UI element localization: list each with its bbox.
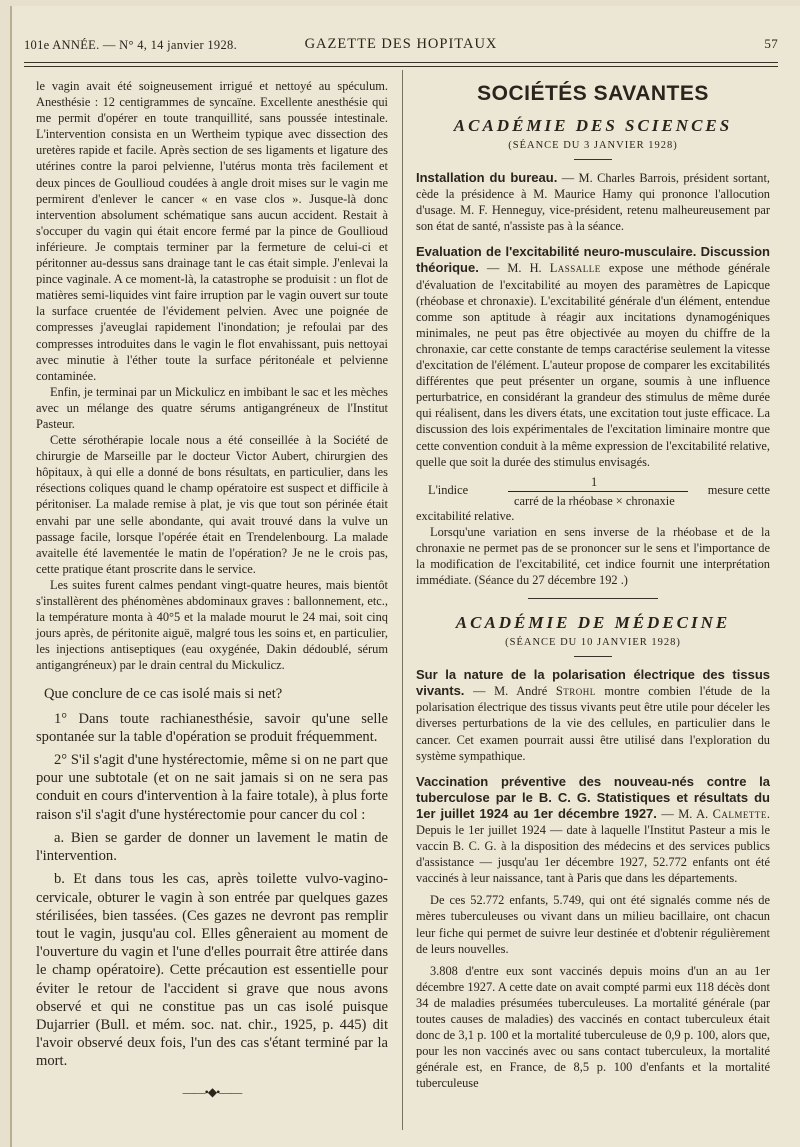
- paragraph: 3.808 d'entre eux sont vaccinés depuis moins d'un an au 1er décembre 1927. A cette date on avait compté parmi eux 118 décès dont 34 de maladies présumées tuberculeuses. La mortalité générale (par toutes causes de maladies) des vaccinés en contact tuberculeux était donc de 3,1 p. 100 et la mortalité tuberculeuse de 0,9 p. 100, alors que, pour les non vaccinés avec ou sans contact tuberculeux, la mortalité générale est, en France, de 8,5 p. 100 d'enfants et la mortalité tuberculeuse: [416, 963, 770, 1091]
- paragraph: Cette sérothérapie locale nous a été conseillée à la Société de chirurgie de Marseille par le docteur Victor Aubert, chirurgien des hôpitaux, à qui elle a donné de bons résultats, en particulier, dans les résections coliques quand le champ opératoire est suspect et difficile à péritoniser. La malade remise à plat, je vis que tout son périnée était envahi par une selle abondante, qui avait trouvé dans la vulve un passage facile, lorsque l'opérée était en Trendelenbourg. La malade avaitelle été lavementée le matin de l'opération? Je ne le crois pas, cette pratique étant proscrite dans le service.: [36, 433, 388, 576]
- end-ornament: ——•◆•——: [182, 1084, 242, 1099]
- conclusion-question: Que conclure de ce cas isolé mais si net?: [44, 686, 283, 703]
- right-column: [416, 78, 770, 1092]
- short-rule: [574, 656, 612, 657]
- formula-denominator: carré de la rhéobase × chronaxie: [514, 493, 675, 508]
- short-rule: [574, 159, 612, 160]
- article-lead: Installation du bureau.: [416, 170, 558, 185]
- section-title: SOCIÉTÉS SAVANTES: [477, 82, 709, 105]
- paragraph: Enfin, je terminai par un Mickulicz en imbibant le sac et les mèches avec un mélange des quatre sérums antigangréneux de l'Institut Pasteur.: [36, 384, 388, 431]
- issue-info: 101e ANNÉE. — N° 4, 14 janvier 1928.: [24, 38, 237, 52]
- case-report: [36, 78, 388, 673]
- page-header: [24, 34, 778, 58]
- left-column: [36, 78, 388, 1100]
- article: Sur la nature de la polarisation électrique des tissus vivants. — M. André Strohl montre combien l'étude de la polarisation électrique des tissus vivants peut être utile pour déceler les diverses perturbations de la vie des cellules, en particulier dans le cancer. Cet examen pourrait aussi être utilisé dans l'exploration du système sympathique.: [416, 667, 770, 763]
- session-date: (SÉANCE DU 3 JANVIER 1928): [508, 140, 678, 151]
- paragraph: Les suites furent calmes pendant vingt-quatre heures, mais bientôt s'installèrent des phénomènes abdominaux graves : ballonnement, etc., la température monta à 40°5 et la malade mourut le 24 mai, soit cinq jours après, de péritonite aiguë, malgré tous les soins et, en particulier, les injections antiseptiques (eau oxygénée, Dakin dédoublé, sérum antigangréneux) par le drain central du Mickulicz.: [36, 577, 388, 673]
- column-divider: [402, 70, 403, 1130]
- author-name: Strohl: [555, 684, 596, 699]
- excitability-formula: L'indice 1 carré de la rhéobase × chronaxie mesure cette: [428, 474, 770, 508]
- article: Evaluation de l'excitabilité neuro-musculaire. Discussion théorique. — M. H. Lassalle expose une méthode générale d'évaluation de l'excitabilité au moyen des paramètres de Lapicque (rhéobase et chronaxie). L'excitabilité générale d'un élément, entendue comme son aptitude à réagir aux incitations dynamogéniques minimales, ne peut pas être objectivée au moyen du chiffre de la chronaxie, car cette constante de temps caractérise seulement la vitesse d'excitation de l'élément. L'auteur propose de comparer les excitabilités différentes que peut présenter un organe, soumis à une influence perturbatrice, en considérant la grandeur des stimulus de même durée qui réalisent, dans les divers états, une excitation tout juste efficace. La discussion des lois expérimentales de l'excitation liminaire montre que cette convention conduit à la même expression de l'excitabilité relative, quelle que soit la durée des stimulus envisagés.: [416, 244, 770, 469]
- paragraph: excitabilité relative.: [416, 508, 515, 523]
- fraction-bar: [508, 491, 688, 492]
- journal-title: GAZETTE DES HOPITAUX: [304, 36, 498, 52]
- conclusion-item: b. Et dans tous les cas, après toilette vulvo-vagino-cervicale, obturer le vagin à son entrée par quelques gazes stérilisées, bien tassées. (Ces gazes ne devront pas remplir tout le vagin, jusqu'au col. Elles gêneraient au moment de l'ouverture du vagin et l'une d'elles pourrait être attirée dans le champ opératoire). Cette précaution est essentielle pour éviter le retour de l'accident si grave que nous avons observé et qui ne constitue pas un cas isolé puisque Dujarrier (Bull. et mém. soc. nat. chir., 1925, p. 445) dit l'avoir observé deux fois, l'un des cas s'étant terminé par la mort.: [36, 871, 388, 1070]
- header-rule: [24, 62, 778, 63]
- academy-title: ACADÉMIE DE MÉDECINE: [455, 613, 731, 633]
- article-lead: Vaccination préventive des nouveau-nés contre la tuberculose par le B. C. G. Statistiques et résultats du 1er juillet 1924 au 1er décembre 1927.: [416, 773, 770, 821]
- paragraph: le vagin avait été soigneusement irrigué et nettoyé au spéculum. Anesthésie : 12 centigrammes de syncaïne. Excellente anesthésie qui me permit d'opérer en toute tranquillité, sans poussée intestinale. L'intervention consista en un Wertheim typique avec dissection des uretères rapide et facile. Après section de ses ligaments et ligature des utérines contre la paroi pelvienne, l'utérus monta très facilement et deux pinces de Goullioud coudées à angle droit mises sur le vagin me permirent d'enlever le cancer « en vase clos ». Jusque-là donc intervention absolument schématique sans aucun accident. Restait à s'occuper du vagin qui était encore fermé par la pince de Goullioud inférieure. Je comptais terminer par la fermeture de celui-ci et péritonner au-dessus sans drainage tant le cas était simple. J'enlevai la pince vaginale. A ce moment-là, la catastrophe se produisit : un flot de matières semi-liquides vint faire irruption par le vagin ouvert sur toute la surface cruentée de l'évidement pelvien. Avec une poignée de compresses j'aveuglai rapidement l'inondation; je refoulai par des compresses introduites dans le vagin le flot envahissant, puis nettoyai avec minutie à l'éther toute la surface péritonéale et pelvienne contaminée.: [36, 79, 388, 383]
- author-name: Lassalle: [549, 261, 601, 276]
- author-name: Calmette: [712, 806, 767, 821]
- article: Vaccination préventive des nouveau-nés contre la tuberculose par le B. C. G. Statistiques et résultats du 1er juillet 1924 au 1er décembre 1927. — M. A. Calmette. Depuis le 1er juillet 1924 — date à laquelle l'Institut Pasteur a mis le vaccin B. C. G. à la disposition des médecins et des services publics d'assistance — jusqu'au 1er décembre 1927, 52.772 enfants ont été vaccinés à leur naissance, tant à Paris que dans les départements.: [416, 773, 771, 886]
- medecine-content: [416, 667, 770, 1091]
- formula-numerator: 1: [591, 474, 598, 489]
- page-number: 57: [764, 36, 778, 51]
- academy-title: ACADÉMIE DES SCIENCES: [453, 116, 733, 135]
- article: Installation du bureau. — M. Charles Barrois, président sortant, cède la présidence à M. Maurice Hamy qui prononce l'allocution d'usage. M. F. Henneguy, vice-président, retenu malheureusement par son état de santé, n'assiste pas à la séance.: [416, 170, 770, 234]
- conclusion-item: 1° Dans toute rachianesthésie, savoir qu'une selle spontanée sur la table d'opération se produit fréquemment.: [36, 710, 388, 745]
- conclusion-item: 2° S'il s'agit d'une hystérectomie, même si on ne part que pour une subtotale (et on ne sait jamais si on ne sera pas conduit en cours d'intervention à la faire totale), à plus forte raison s'il s'agit d'une hystérectomie pour cancer du col :: [36, 752, 388, 823]
- article-lead: Sur la nature de la polarisation électrique des tissus vivants.: [416, 667, 770, 699]
- session-date: (SÉANCE DU 10 JANVIER 1928): [505, 637, 681, 649]
- paragraph: De ces 52.772 enfants, 5.749, qui ont été signalés comme nés de mères tuberculeuses ou vivant dans un milieu bacillaire, ont chacun leur fiche qui permet de suivre leur destinée et d'obtenir régulièrement de leurs nouvelles.: [416, 893, 770, 956]
- conclusion-item: a. Bien se garder de donner un lavement le matin de l'intervention.: [36, 829, 388, 865]
- sciences-content: [416, 170, 770, 588]
- paragraph: Lorsqu'une variation en sens inverse de la rhéobase et de la chronaxie ne permet pas de se prononcer sur le sens et l'importance de la modification de l'excitabilité, cet indice fournit une interprétation immédiate. (Séance du 27 décembre 192 .): [416, 524, 770, 588]
- conclusions: [36, 685, 388, 1070]
- article-lead: Evaluation de l'excitabilité neuro-musculaire. Discussion théorique.: [416, 244, 770, 276]
- header-rule-double: [24, 66, 778, 67]
- section-rule: [528, 598, 658, 599]
